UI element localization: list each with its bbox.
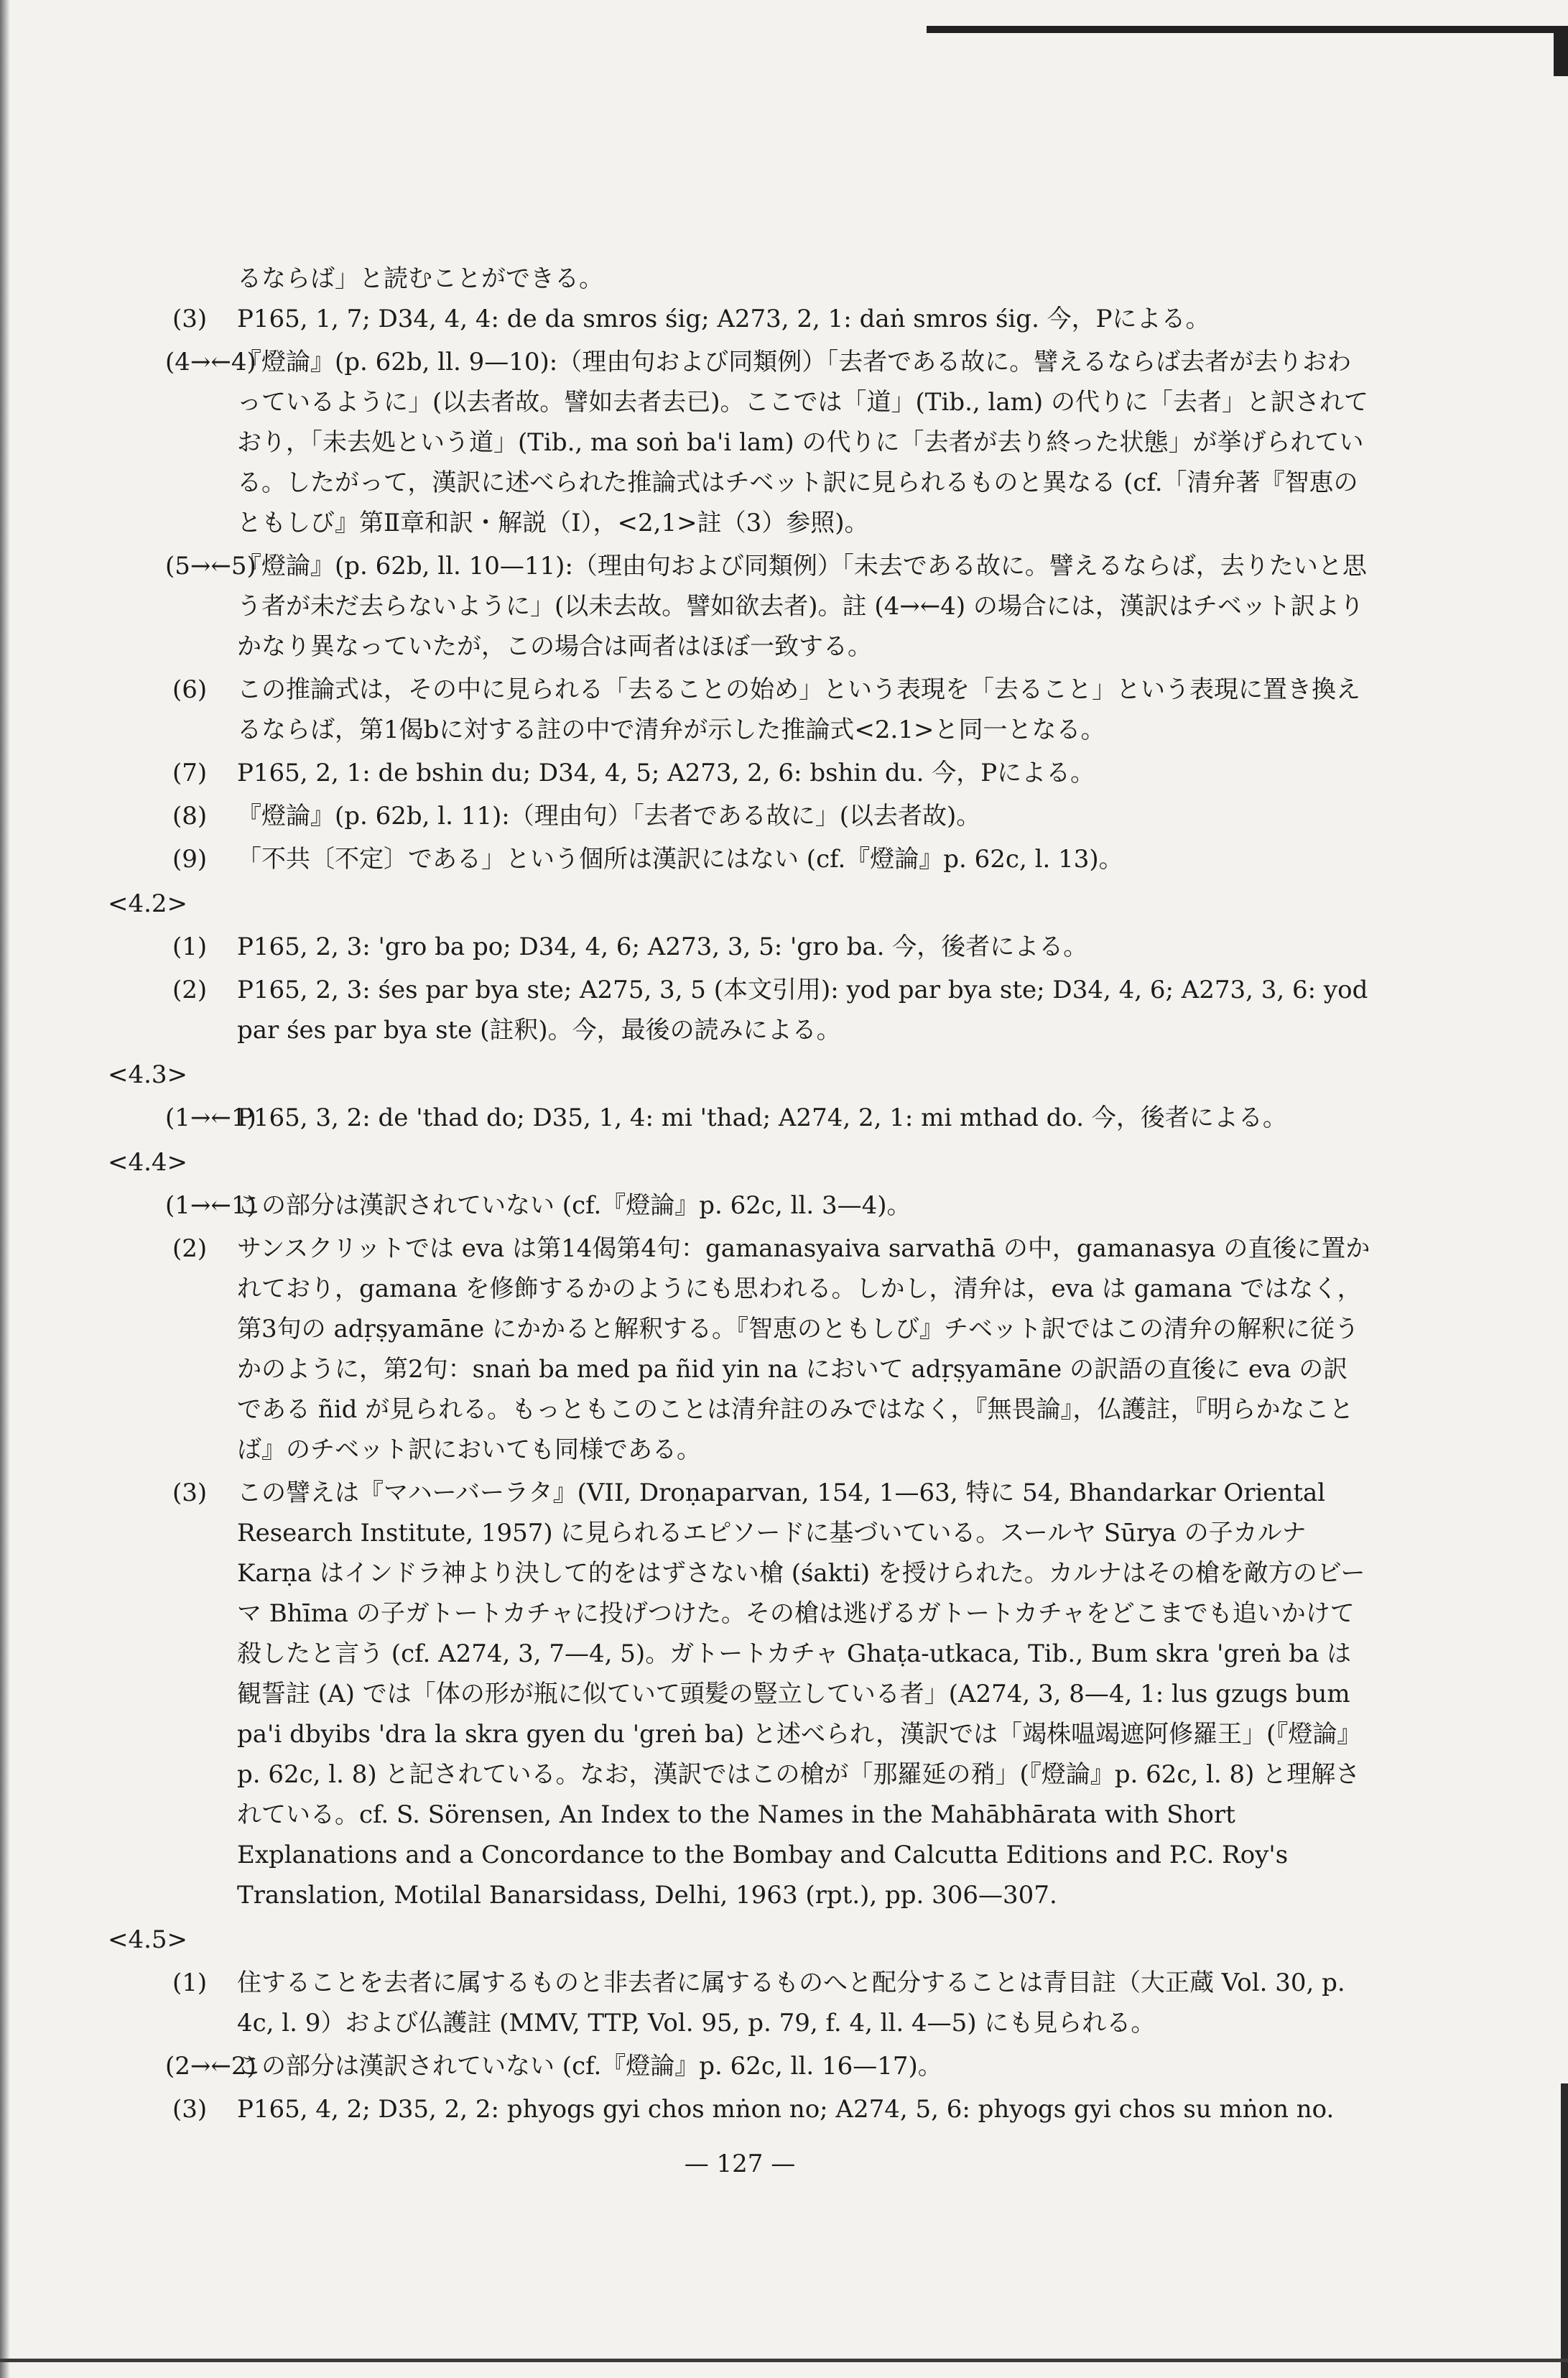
footnote: [108, 796, 1372, 836]
footnote-mark: (8): [172, 802, 208, 831]
footnote-text: 『燈論』(p. 62b, ll. 10—11):（理由句および同類例）「未去である故に。譬えるならば，去りたいと思う者が未だ去らないように」(以未去故。譬如欲去者)。註 (4→←4) の場合には，漢訳はチベット訳よりかなり異なっていたが，この場合は両者はほぼ一致する。: [237, 552, 1367, 661]
footnote-mark: (7): [172, 759, 208, 787]
footnote: [108, 2046, 1372, 2086]
footnote: [108, 1963, 1372, 2043]
section-heading: <4.4>: [108, 1148, 188, 1177]
footnote: [108, 1098, 1372, 1138]
footnote-mark: (1→←1): [165, 1104, 256, 1132]
footnote: [108, 1185, 1372, 1226]
footnote-mark: (5→←5): [165, 552, 256, 580]
footnote-mark: (1→←1): [165, 1191, 256, 1220]
footnote-mark: (3): [172, 2095, 208, 2124]
bottom-rule: [0, 2359, 1568, 2362]
footnote: [108, 670, 1372, 750]
footnote-mark: (3): [172, 305, 208, 333]
footnote-text: サンスクリットでは eva は第14偈第4句：gamanasyaiva sarvathā の中，gamanasya の直後に置かれており，gamana を修飾するかのようにも思われる。しかし，清弁は，eva は gamana ではなく，第3句の adṛṣyamāne にかかると解釈する。『智恵のともしび』チベット訳ではこの清弁の解釈に従うかのように，第2句：snaṅ ba med pa ñid yin na において adṛṣyamāne の訳語の直後に eva の訳である ñid が見られる。もっともこのことは清弁註のみではなく，『無畏論』，仏護註，『明らかなことば』のチベット訳においても同様である。: [237, 1234, 1370, 1464]
footnote-mark: (2): [172, 1234, 208, 1263]
footnote-text: P165, 2, 3: 'gro ba po; D34, 4, 6; A273, 3, 5: 'gro ba. 今，後者による。: [237, 933, 1088, 961]
footnote-text: この部分は漢訳されていない (cf.『燈論』p. 62c, ll. 16—17)。: [237, 2052, 942, 2081]
footnote: [108, 2089, 1372, 2129]
footnote-text: P165, 2, 3: śes par bya ste; A275, 3, 5 (本文引用): yod par bya ste; D34, 4, 6; A273, 3, 6: yod par śes par bya ste (註釈)。今，最後の読みによる。: [237, 976, 1368, 1045]
footnote-text: この譬えは『マハーバーラタ』(VII, Droṇaparvan, 154, 1—63, 特に 54, Bhandarkar Oriental Research Institute, 1957) に見られるエピソードに基づいている。スールヤ Sūrya の子カルナ Karṇa はインドラ神より決して的をはずさない槍 (śakti) を授けられた。カルナはその槍を敵方のビーマ Bhīma の子ガトートカチャに投げつけた。その槍は逃げるガトートカチャをどこまでも追いかけて殺したと言う (cf. A274, 3, 7—4, 5)。ガトートカチャ Ghaṭa-utkaca, Tib., Bum skra 'greṅ ba は観誓註 (A) では「体の形が瓶に似ていて頭髪の豎立している者」(A274, 3, 8—4, 1: lus gzugs bum pa'i dbyibs 'dra la skra gyen du 'greṅ ba) と述べられ，漢訳では「竭株嗢竭遮阿修羅王」(『燈論』p. 62c, l. 8) と記されている。なお，漢訳ではこの槍が「那羅延の矟」(『燈論』p. 62c, l. 8) と理解されている。cf. S. Sörensen, An Index to the Names in the Mahābhārata with Short Explanations and a Concordance to the Bombay and Calcutta Editions and P.C. Roy's Translation, Motilal Banarsidass, Delhi, 1963 (rpt.), pp. 306—307.: [237, 1479, 1365, 1910]
footnote: [108, 839, 1372, 879]
footnote-text: P165, 1, 7; D34, 4, 4: de da smros śig; A273, 2, 1: daṅ smros śig. 今，Pによる。: [237, 305, 1210, 333]
footnote: [108, 1229, 1372, 1470]
footnote-mark: (6): [172, 675, 208, 704]
footnote-mark: (2→←2): [165, 2052, 256, 2081]
top-rule-corner: [1554, 26, 1568, 76]
footnote-text: P165, 4, 2; D35, 2, 2: phyogs gyi chos mṅon no; A274, 5, 6: phyogs gyi chos su mṅon no.: [237, 2095, 1335, 2124]
footnote-text: P165, 2, 1: de bshin du; D34, 4, 5; A273, 2, 6: bshin du. 今，Pによる。: [237, 759, 1095, 787]
notes-list: [108, 299, 1372, 2129]
footnote-text: 「不共〔不定〕である」という個所は漢訳にはない (cf.『燈論』p. 62c, l. 13)。: [237, 845, 1123, 874]
page-number: — 127 —: [684, 2150, 796, 2178]
footnote: [108, 927, 1372, 967]
page-body: [108, 259, 1372, 2184]
footnote: [108, 546, 1372, 667]
footnote-mark: (2): [172, 976, 208, 1004]
section-heading: <4.5>: [108, 1925, 188, 1954]
section-heading: <4.3>: [108, 1060, 188, 1089]
footnote-text: 『燈論』(p. 62b, l. 11):（理由句）「去者である故に」(以去者故)。: [237, 802, 981, 831]
footnote: [108, 342, 1372, 543]
footnote: [108, 970, 1372, 1050]
footnote-mark: (1): [172, 933, 208, 961]
footnote-text: P165, 3, 2: de 'thad do; D35, 1, 4: mi 'thad; A274, 2, 1: mi mthad do. 今，後者による。: [237, 1104, 1287, 1132]
scan-edge: [0, 0, 10, 2378]
footnote-text: この推論式は，その中に見られる「去ることの始め」という表現を「去ること」という表現に置き換えるならば，第1偈bに対する註の中で清弁が示した推論式<2.1>と同一となる。: [237, 675, 1360, 744]
footnote-mark: (1): [172, 1968, 208, 1997]
section-heading: <4.2>: [108, 889, 188, 918]
footnote-mark: (4→←4): [165, 348, 256, 376]
lead-line: るならば」と読むことができる。: [237, 264, 603, 293]
footnote-text: 住することを去者に属するものと非去者に属するものへと配分することは青目註（大正蔵 Vol. 30, p. 4c, l. 9）および仏護註 (MMV, TTP, Vol. 95, p. 79, f. 4, ll. 4—5) にも見られる。: [237, 1968, 1345, 2037]
footnote: [108, 299, 1372, 339]
top-rule: [927, 26, 1568, 33]
footnote-mark: (3): [172, 1479, 208, 1507]
footnote: [108, 1473, 1372, 1915]
footnote-mark: (9): [172, 845, 208, 874]
scan-edge-right: [1561, 2083, 1568, 2378]
footnote: [108, 753, 1372, 793]
footnote-text: この部分は漢訳されていない (cf.『燈論』p. 62c, ll. 3—4)。: [237, 1191, 911, 1220]
footnote-text: 『燈論』(p. 62b, ll. 9—10):（理由句および同類例）「去者である故に。譬えるならば去者が去りおわっているように」(以去者故。譬如去者去已)。ここでは「道」(Tib., lam) の代りに「去者」と訳されており，「未去処という道」(Tib., ma soṅ ba'i lam) の代りに「去者が去り終った状態」が挙げられている。したがって，漢訳に述べられた推論式はチベット訳に見られるものと異なる (cf.「清弁著『智恵のともしび』第Ⅱ章和訳・解説（Ⅰ），<2,1>註（3）参照)。: [237, 348, 1368, 537]
